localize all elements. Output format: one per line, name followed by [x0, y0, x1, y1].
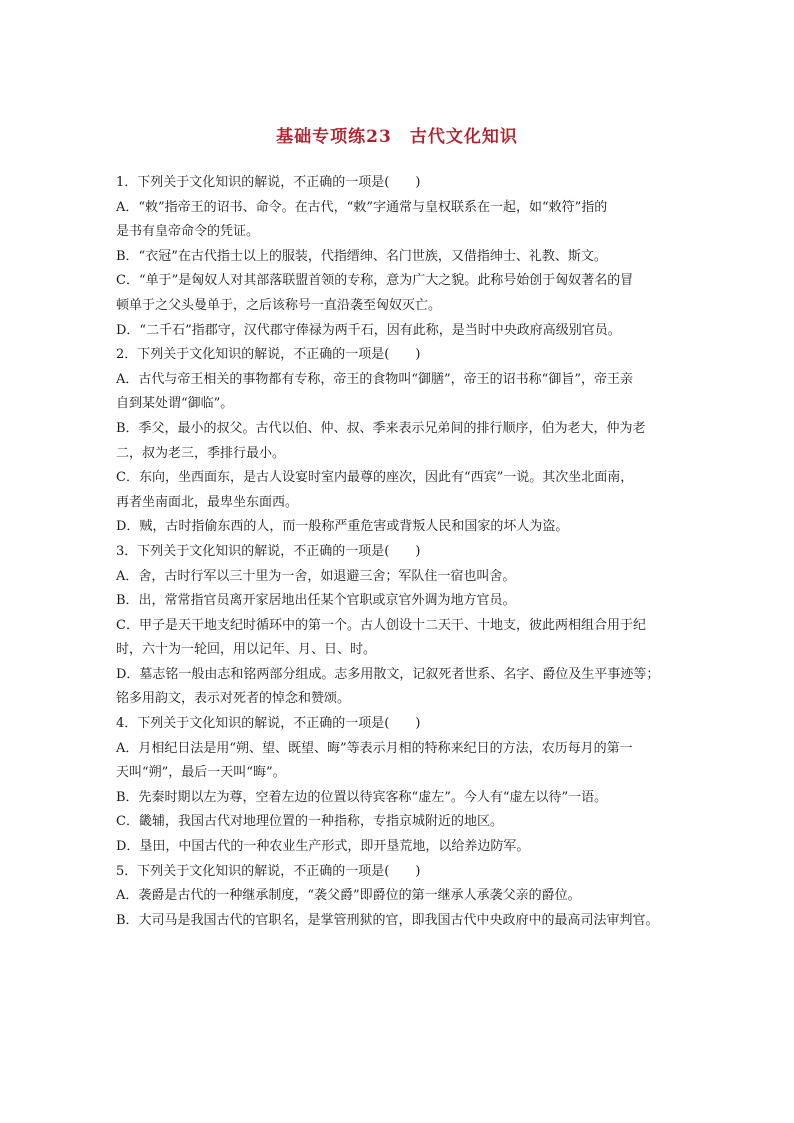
- text-line: C．畿辅，我国古代对地理位置的一种指称，专指京城附近的地区。: [116, 814, 503, 830]
- text-line: A．月相纪日法是用“朔、望、既望、晦”等表示月相的特称来纪日的方法，农历每月的第一: [116, 740, 633, 756]
- text-line: 天叫“朔”，最后一天叫“晦”。: [116, 765, 286, 781]
- text-line: 自到某处谓“御临”。: [116, 396, 234, 412]
- text-line: D．墓志铭一般由志和铭两部分组成。志多用散文，记叙死者世系、名字、爵位及生平事迹等；: [116, 666, 660, 682]
- text-line: A．袭爵是古代的一种继承制度，“袭父爵”即爵位的第一继承人承袭父亲的爵位。: [116, 888, 581, 904]
- text-line: 5．下列关于文化知识的解说，不正确的一项是( ): [116, 863, 421, 879]
- text-line: B．“衣冠”在古代指士以上的服装，代指缙绅、名门世族，又借指绅士、礼教、斯文。: [116, 248, 607, 264]
- text-line: 铭多用韵文，表示对死者的悼念和赞颂。: [116, 691, 351, 707]
- text-line: B．大司马是我国古代的官职名，是掌管刑狱的官，即我国古代中央政府中的最高司法审判官。: [116, 912, 659, 928]
- text-line: B．季父，最小的叔父。古代以伯、仲、叔、季来表示兄弟间的排行顺序，伯为老大，仲为老: [116, 420, 646, 436]
- text-line: C．“单于”是匈奴人对其部落联盟首领的专称，意为广大之貌。此称号始创于匈奴著名的冒: [116, 273, 634, 289]
- text-line: D．垦田，中国古代的一种农业生产形式，即开垦荒地，以给养边防军。: [116, 839, 530, 855]
- text-line: 顿单于之父头曼单于，之后该称号一直沿袭至匈奴灭亡。: [116, 297, 442, 313]
- text-line: B．先秦时期以左为尊，空着左边的位置以待宾客称“虚左”。今人有“虚左以待”一语。: [116, 789, 608, 805]
- text-line: B．出，常常指官员离开家居地出任某个官职或京官外调为地方官员。: [116, 593, 516, 609]
- text-line: 2．下列关于文化知识的解说，不正确的一项是( ): [116, 347, 421, 363]
- text-line: D．贼，古时指偷东西的人，而一般称严重危害或背叛人民和国家的坏人为盗。: [116, 519, 569, 535]
- text-line: 4．下列关于文化知识的解说，不正确的一项是( ): [116, 716, 421, 732]
- text-line: 二，叔为老三，季排行最小。: [116, 445, 286, 461]
- text-line: A．古代与帝王相关的事物都有专称，帝王的食物叫“御膳”，帝王的诏书称“御旨”，帝王亲: [116, 371, 633, 387]
- text-line: 再者坐南面北，最卑坐东面西。: [116, 494, 299, 510]
- text-line: 时，六十为一轮回，用以记年、月、日、时。: [116, 642, 377, 658]
- text-line: 是书有皇帝命令的凭证。: [116, 224, 260, 240]
- text-line: 3．下列关于文化知识的解说，不正确的一项是( ): [116, 543, 421, 559]
- text-line: 1．下列关于文化知识的解说，不正确的一项是( ): [116, 175, 421, 190]
- question-list: [116, 171, 682, 933]
- text-line: C．东向，坐西面东，是古人设宴时室内最尊的座次，因此有“西宾”一说。其次坐北面南，: [116, 470, 634, 486]
- text-line: C．甲子是天干地支纪时循环中的第一个。古人创设十二天干、十地支，彼此两相组合用于纪: [116, 617, 646, 633]
- text-line: D．“二千石”指郡守，汉代郡守俸禄为两千石，因有此称，是当时中央政府高级别官员。: [116, 322, 621, 338]
- page-title: 基础专项练23 古代文化知识: [276, 127, 518, 147]
- text-line: A．“敕”指帝王的诏书、命令。在古代，“敕”字通常与皇权联系在一起，如“敕符”指的: [116, 199, 608, 215]
- text-line: A．舍，古时行军以三十里为一舍，如退避三舍；军队住一宿也叫舍。: [116, 568, 516, 584]
